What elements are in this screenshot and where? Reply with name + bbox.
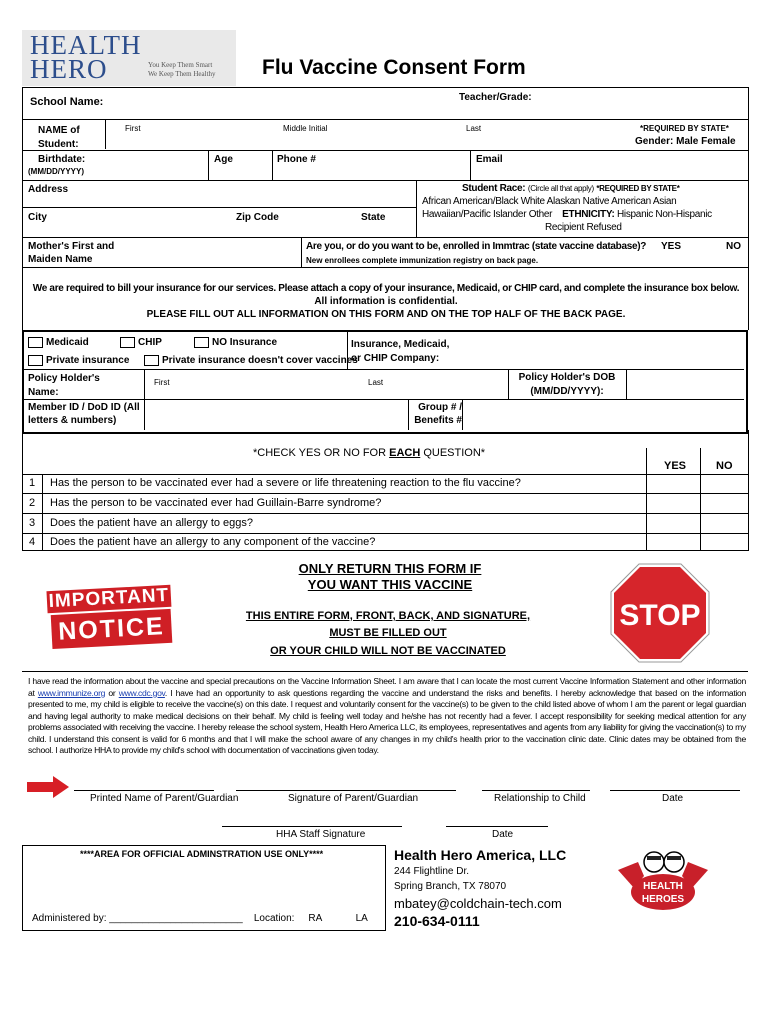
- insurance-notice-line3: PLEASE FILL OUT ALL INFORMATION ON THIS FORM AND ON THE TOP HALF OF THE BACK PAGE.: [146, 309, 626, 320]
- immunize-link[interactable]: www.immunize.org: [37, 687, 106, 698]
- printed-name-label: Printed Name of Parent/Guardian: [90, 793, 239, 804]
- stop-sign-icon: [610, 563, 710, 663]
- question-row: [22, 494, 748, 514]
- question-text: Has the person to be vaccinated ever had Guillain-Barre syndrome?: [50, 497, 382, 509]
- insurance-notice-line1: We are required to bill your insurance for our services. Please attach a copy of your insurance, Medicaid, or CHIP card, and complete the insurance box below.: [32, 283, 740, 294]
- question-row: [22, 534, 748, 551]
- address-label: Address: [28, 184, 69, 195]
- race-options-line3[interactable]: Recipient Refused: [545, 222, 622, 233]
- race-note: (Circle all that apply): [527, 184, 594, 193]
- important-notice-graphic: [46, 585, 173, 653]
- questions-no-header: NO: [716, 460, 733, 472]
- question-no-cell[interactable]: [700, 494, 748, 513]
- city-label: City: [28, 212, 47, 223]
- administered-by-label[interactable]: Administered by: ________________________: [32, 913, 243, 924]
- phone-label: Phone #: [277, 154, 316, 165]
- immtrac-note: New enrollees complete immunization registry on back page.: [306, 256, 539, 265]
- teacher-grade-label: Teacher/Grade:: [459, 92, 532, 103]
- return-notice-line1: ONLY RETURN THIS FORM IF: [298, 561, 482, 576]
- date-label: Date: [662, 793, 684, 804]
- private-insurance-label: Private insurance: [46, 355, 130, 367]
- questions-header: [253, 447, 485, 459]
- company-address1: 244 Flightline Dr.: [394, 866, 470, 877]
- consent-or: or: [105, 687, 119, 698]
- race-title-line: [462, 183, 680, 194]
- question-number: 3: [29, 517, 36, 529]
- relationship-label: Relationship to Child: [494, 793, 586, 804]
- logo-brand-line2: HERO: [30, 54, 108, 84]
- birthdate-format: (MM/DD/YYYY): [28, 167, 84, 176]
- no-insurance-option[interactable]: [194, 337, 277, 348]
- question-no-cell[interactable]: [700, 514, 748, 533]
- insurance-company-label: Insurance, Medicaid, or CHIP Company:: [351, 339, 450, 364]
- ethnicity-options[interactable]: Hispanic Non-Hispanic: [617, 209, 712, 220]
- page-title: Flu Vaccine Consent Form: [262, 56, 526, 79]
- medicaid-checkbox[interactable]: [28, 337, 43, 348]
- logo-tagline2: We Keep Them Healthy: [148, 70, 216, 78]
- logo-brand-line1: HEALTH: [30, 30, 142, 60]
- heroes-logo-line2: HEROES: [641, 894, 685, 905]
- no-insurance-checkbox[interactable]: [194, 337, 209, 348]
- consent-part1: I have read the information about the vaccine and special precautions on the Vaccine Information Sheet. I am aware that I can locate the most current Vaccine Information Statement and other information at: [28, 676, 746, 698]
- questions-yes-header: YES: [664, 460, 687, 472]
- student-last-label: Last: [466, 124, 482, 133]
- question-number: 1: [29, 477, 36, 489]
- official-bottom-line: [32, 913, 368, 924]
- health-hero-logo: [22, 30, 236, 86]
- race-options-line1[interactable]: African American/Black White Alaskan Native American Asian: [422, 196, 677, 207]
- entire-form-line3: OR YOUR CHILD WILL NOT BE VACCINATED: [270, 645, 506, 657]
- required-by-state: *REQUIRED BY STATE*: [640, 124, 729, 133]
- email-label: Email: [476, 154, 503, 165]
- stop-sign-text: STOP: [619, 599, 701, 632]
- private-no-cover-label: Private insurance doesn't cover vaccines: [162, 355, 358, 367]
- private-no-cover-option[interactable]: [144, 355, 358, 366]
- race-label: Student Race:: [462, 183, 526, 194]
- questions-header-end: QUESTION*: [420, 447, 486, 459]
- zip-label: Zip Code: [236, 212, 279, 223]
- immtrac-no[interactable]: NO: [726, 241, 741, 252]
- immtrac-question: Are you, or do you want to be, enrolled in Immtrac (state vaccine database)?: [306, 241, 647, 252]
- location-la[interactable]: LA: [355, 913, 368, 924]
- private-insurance-option[interactable]: [28, 355, 129, 366]
- company-name: Health Hero America, LLC: [394, 847, 567, 863]
- official-use-header: ****AREA FOR OFFICIAL ADMINSTRATION USE ONLY****: [80, 849, 324, 859]
- location-ra[interactable]: RA: [308, 913, 323, 924]
- chip-checkbox[interactable]: [120, 337, 135, 348]
- student-name-label: NAME of Student:: [38, 125, 80, 150]
- consent-part2: . I have had an opportunity to ask questions regarding the vaccine and understand the risks and benefits. I hereby acknowledge that based on the information presented to me, my child is eligible to receive the vaccine(s) on this date. I request and voluntarily consent for the vaccine(s) to be given to the child listed above of whom I am the parent or legal guardian and having legal authority to make medical decisions on their behalf. My child is feeling well today and he/she has not recently had a fever. I accept responsibility for seeking medical attention for any problems associated with receiving the vaccine. I hereby release the school system, Health Hero America LLC, its employees, representatives and agents from any liability for giving the vaccination(s) to my child. I understand this consent is valid for 6 months and that I will make the school aware of any changes in my child's health prior to the vaccination clinic date. Clinic dates may be obtained from the school. I authorize HHA to provide my child's school with documentation of vaccinations given today.: [28, 687, 747, 755]
- no-insurance-label: NO Insurance: [212, 337, 278, 349]
- student-first-label: First: [125, 124, 141, 133]
- question-row: [22, 474, 748, 494]
- medicaid-option[interactable]: [28, 337, 89, 348]
- consent-text: [28, 676, 746, 757]
- arrow-right-icon: [25, 775, 71, 799]
- question-yes-cell[interactable]: [646, 494, 700, 513]
- staff-date-label: Date: [492, 829, 514, 840]
- race-required: *REQUIRED BY STATE*: [596, 184, 680, 193]
- health-heroes-logo: [614, 848, 712, 920]
- holder-last-label: Last: [368, 378, 384, 387]
- heroes-logo-line1: HEALTH: [643, 881, 683, 892]
- question-no-cell[interactable]: [700, 474, 748, 493]
- entire-form-line1: THIS ENTIRE FORM, FRONT, BACK, AND SIGNATURE,: [245, 610, 531, 622]
- question-yes-cell[interactable]: [646, 474, 700, 493]
- race-options-line2: [422, 209, 712, 220]
- location-label: Location:: [253, 913, 295, 924]
- company-email[interactable]: mbatey@coldchain-tech.com: [394, 896, 562, 911]
- important-notice-line2: NOTICE: [51, 609, 173, 649]
- question-number: 4: [29, 536, 36, 548]
- policy-holder-name-label: Policy Holder's Name:: [28, 373, 100, 398]
- staff-signature-label: HHA Staff Signature: [276, 829, 366, 840]
- questions-header-start: *CHECK YES OR NO FOR: [253, 447, 390, 459]
- private-insurance-checkbox[interactable]: [28, 355, 43, 366]
- age-label: Age: [214, 154, 233, 165]
- group-number-label: Group # / Benefits #: [414, 402, 462, 426]
- parent-signature-field[interactable]: [236, 770, 456, 790]
- company-address2: Spring Branch, TX 78070: [394, 881, 507, 892]
- question-text: Does the patient have an allergy to eggs?: [50, 517, 254, 529]
- medicaid-label: Medicaid: [46, 337, 89, 349]
- question-no-cell[interactable]: [700, 534, 748, 550]
- private-no-cover-checkbox[interactable]: [144, 355, 159, 366]
- state-label: State: [361, 212, 386, 223]
- question-row: [22, 514, 748, 534]
- insurance-notice-line2: All information is confidential.: [314, 296, 458, 307]
- birthdate-label: Birthdate:: [38, 154, 86, 165]
- return-notice-line2: YOU WANT THIS VACCINE: [307, 577, 473, 592]
- chip-option[interactable]: [120, 337, 162, 348]
- race-options-2a[interactable]: Hawaiian/Pacific Islander Other: [422, 209, 553, 220]
- question-yes-cell[interactable]: [646, 534, 700, 550]
- question-yes-cell[interactable]: [646, 514, 700, 533]
- holder-first-label: First: [154, 378, 170, 387]
- school-name-label: School Name:: [30, 96, 104, 108]
- policy-holder-dob-label: Policy Holder's DOB (MM/DD/YYYY):: [518, 372, 616, 397]
- signature-label: Signature of Parent/Guardian: [288, 793, 419, 804]
- questions-header-each: EACH: [389, 447, 421, 459]
- ethnicity-label: ETHNICITY:: [562, 209, 615, 220]
- gender-options[interactable]: Gender: Male Female: [635, 136, 736, 147]
- immtrac-yes[interactable]: YES: [661, 241, 682, 252]
- important-notice-line1: IMPORTANT: [48, 584, 170, 613]
- student-middle-label: Middle Initial: [283, 124, 328, 133]
- mother-name-label: Mother's First and Maiden Name: [28, 241, 115, 265]
- question-text: Has the person to be vaccinated ever had a severe or life threatening reaction to the flu vaccine?: [50, 477, 521, 489]
- member-id-label: Member ID / DoD ID (All letters & numbers): [28, 402, 140, 426]
- logo-tagline1: You Keep Them Smart: [148, 61, 213, 69]
- entire-form-line2: MUST BE FILLED OUT: [329, 627, 447, 639]
- question-text: Does the patient have an allergy to any component of the vaccine?: [50, 536, 376, 548]
- chip-label: CHIP: [138, 337, 162, 349]
- company-phone: 210-634-0111: [394, 913, 480, 929]
- question-number: 2: [29, 497, 36, 509]
- cdc-link[interactable]: www.cdc.gov: [118, 687, 165, 698]
